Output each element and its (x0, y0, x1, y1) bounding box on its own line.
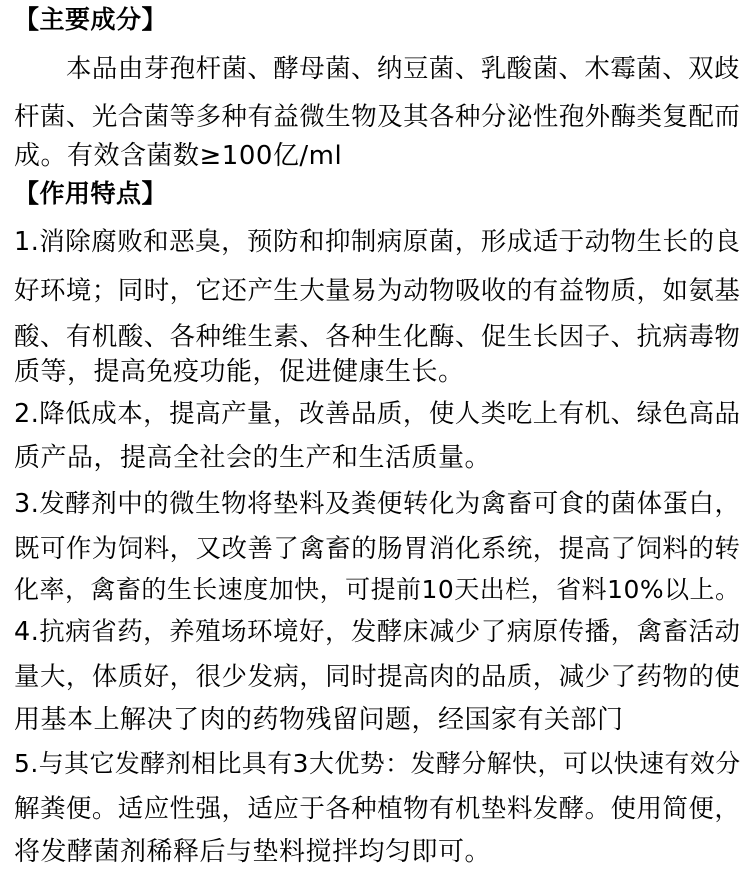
ingredients-line-3: 成。有效含菌数≥100亿/ml (14, 141, 343, 171)
ingredients-line-1: 本品由芽孢杆菌、酵母菌、纳豆菌、乳酸菌、木霉菌、双歧 (66, 53, 740, 83)
features-line-4: 质等，提高免疫功能，促进健康生长。 (14, 357, 465, 387)
features-line-7: 3.发酵剂中的微生物将垫料及粪便转化为禽畜可食的菌体蛋白， (14, 489, 741, 519)
features-line-5: 2.降低成本，提高产量，改善品质，使人类吃上有机、绿色高品 (14, 399, 741, 429)
section-heading-features: 【作用特点】 (14, 179, 168, 208)
features-line-12: 用基本上解决了肉的药物残留问题，经国家有关部门 (14, 705, 624, 735)
features-line-9: 化率，禽畜的生长速度加快，可提前10天出栏，省料10%以上。 (14, 575, 741, 604)
features-line-8: 既可作为饲料，又改善了禽畜的肠胃消化系统，提高了饲料的转 (14, 533, 741, 563)
features-line-2: 好环境；同时，它还产生大量易为动物吸收的有益物质，如氨基 (14, 275, 741, 305)
features-line-1: 1.消除腐败和恶臭，预防和抑制病原菌，形成适于动物生长的良 (14, 227, 741, 257)
features-line-11: 量大，体质好，很少发病，同时提高肉的品质，减少了药物的使 (14, 661, 741, 691)
features-line-6: 质产品，提高全社会的生产和生活质量。 (14, 443, 492, 473)
features-line-15: 将发酵菌剂稀释后与垫料搅拌均匀即可。 (14, 837, 492, 867)
features-line-13: 5.与其它发酵剂相比具有3大优势：发酵分解快，可以快速有效分 (14, 749, 741, 778)
features-line-3: 酸、有机酸、各种维生素、各种生化酶、促生长因子、抗病毒物 (14, 321, 741, 351)
features-line-14: 解粪便。适应性强，适应于各种植物有机垫料发酵。使用简便， (14, 793, 741, 823)
section-heading-ingredients: 【主要成分】 (14, 5, 168, 34)
ingredients-line-2: 杆菌、光合菌等多种有益微生物及其各种分泌性孢外酶类复配而 (14, 101, 741, 131)
features-line-10: 4.抗病省药，养殖场环境好，发酵床减少了病原传播，禽畜活动 (14, 617, 741, 647)
